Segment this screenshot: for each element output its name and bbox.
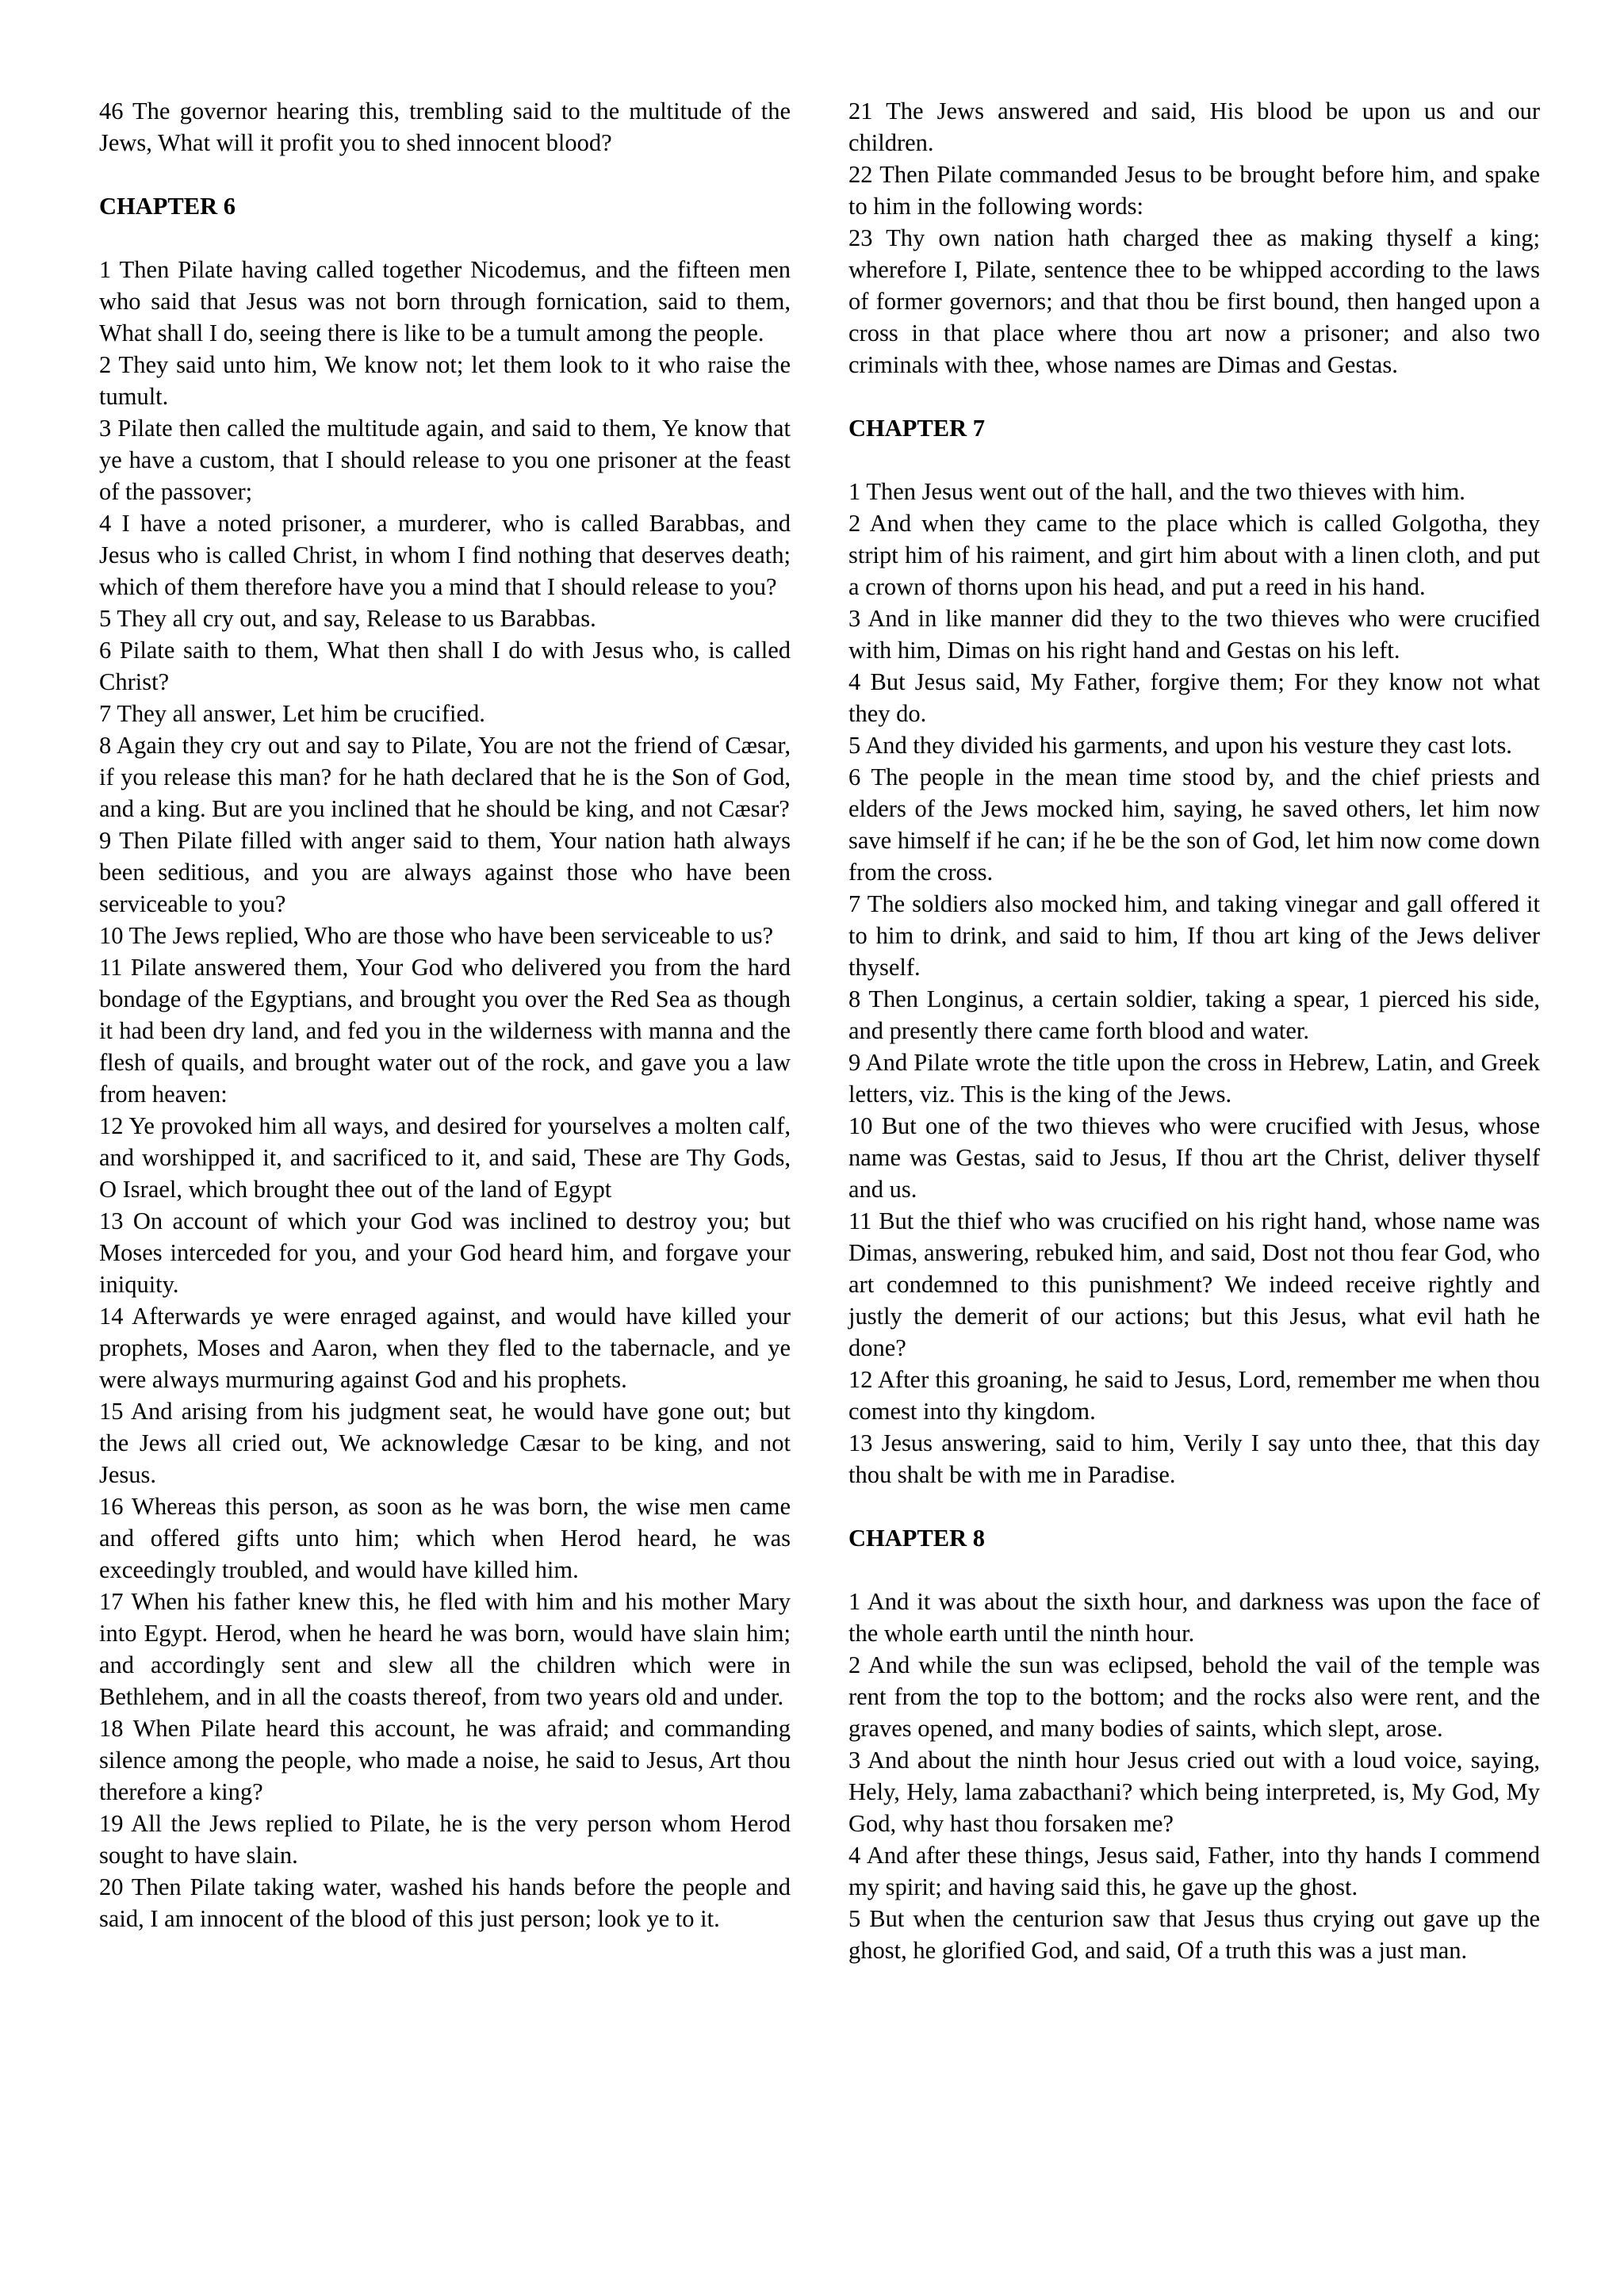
verse-paragraph: 13 Jesus answering, said to him, Verily I say unto thee, that this day thou shalt be with me in Paradise.: [848, 1429, 1540, 1488]
verse-paragraph: 46 The governor hearing this, trembling said to the multitude of the Jews, What will it profit you to shed innocent blood?: [99, 98, 791, 156]
verse-paragraph: 17 When his father knew this, he fled with him and his mother Mary into Egypt. Herod, when he heard he was born, would have slain him; and accordingly sent and slew all the children which were in Bethlehem, and in all the coasts thereof, from two years old and under.: [99, 1588, 791, 1710]
verse-paragraph: 9 Then Pilate filled with anger said to them, Your nation hath always been seditious, and you are always against those who have been serviceable to you?: [99, 827, 791, 917]
verse-paragraph: 3 Pilate then called the multitude again, and said to them, Ye know that ye have a custom, that I should release to you one prisoner at the feast of the passover;: [99, 415, 791, 505]
verse-paragraph: 10 But one of the two thieves who were crucified with Jesus, whose name was Gestas, said to Jesus, If thou art the Christ, deliver thyself and us.: [848, 1112, 1540, 1203]
verse-paragraph: 5 They all cry out, and say, Release to us Barabbas.: [99, 605, 596, 632]
verse-paragraph: 7 The soldiers also mocked him, and taking vinegar and gall offered it to him to drink, and said to him, If thou art king of the Jews deliver thyself.: [848, 890, 1540, 981]
verse-paragraph: 11 Pilate answered them, Your God who delivered you from the hard bondage of the Egyptians, and brought you over the Red Sea as though it had been dry land, and fed you in the wilderness with manna and the flesh of quails, and brought water out of the rock, and gave you a law from heaven:: [99, 954, 791, 1108]
left-column: [99, 95, 791, 1934]
verse-paragraph: 10 The Jews replied, Who are those who have been serviceable to us?: [99, 922, 774, 949]
verse-paragraph: 2 They said unto him, We know not; let them look to it who raise the tumult.: [99, 351, 791, 410]
verse-paragraph: 5 But when the centurion saw that Jesus thus crying out gave up the ghost, he glorified God, and said, Of a truth this was a just man.: [848, 1905, 1540, 1964]
verse-paragraph: 21 The Jews answered and said, His blood be upon us and our children.: [848, 98, 1540, 156]
verse-paragraph: 7 They all answer, Let him be crucified.: [99, 700, 485, 727]
verse-paragraph: 19 All the Jews replied to Pilate, he is the very person whom Herod sought to have slain.: [99, 1810, 791, 1869]
verse-paragraph: 13 On account of which your God was inclined to destroy you; but Moses interceded for you, and your God heard him, and forgave your iniquity.: [99, 1207, 791, 1298]
verse-paragraph: 3 And about the ninth hour Jesus cried out with a loud voice, saying, Hely, Hely, lama zabacthani? which being interpreted, is, My God, My God, why hast thou forsaken me?: [848, 1747, 1540, 1837]
right-column: [848, 95, 1540, 1966]
verse-paragraph: 4 And after these things, Jesus said, Father, into thy hands I commend my spirit; and having said this, he gave up the ghost.: [848, 1842, 1540, 1900]
chapter-heading: CHAPTER 8: [848, 1525, 985, 1552]
verse-paragraph: 12 Ye provoked him all ways, and desired for yourselves a molten calf, and worshipped it, and sacrificed to it, and said, These are Thy Gods, O Israel, which brought thee out of the land of Egypt: [99, 1112, 791, 1203]
verse-paragraph: 1 And it was about the sixth hour, and darkness was upon the face of the whole earth until the ninth hour.: [848, 1588, 1540, 1647]
verse-paragraph: 8 Then Longinus, a certain soldier, taking a spear, 1 pierced his side, and presently there came forth blood and water.: [848, 985, 1540, 1044]
chapter-heading: CHAPTER 7: [848, 415, 985, 442]
verse-paragraph: 14 Afterwards ye were enraged against, and would have killed your prophets, Moses and Aaron, when they fled to the tabernacle, and ye were always murmuring against God and his prophets.: [99, 1303, 791, 1393]
verse-paragraph: 2 And while the sun was eclipsed, behold the vail of the temple was rent from the top to the bottom; and the rocks also were rent, and the graves opened, and many bodies of saints, which slept, arose.: [848, 1651, 1540, 1742]
verse-paragraph: 2 And when they came to the place which is called Golgotha, they stript him of his raiment, and girt him about with a linen cloth, and put a crown of thorns upon his head, and put a reed in his hand.: [848, 510, 1540, 600]
verse-paragraph: 20 Then Pilate taking water, washed his hands before the people and said, I am innocent of the blood of this just person; look ye to it.: [99, 1873, 791, 1932]
verse-paragraph: 3 And in like manner did they to the two thieves who were crucified with him, Dimas on his right hand and Gestas on his left.: [848, 605, 1540, 664]
verse-paragraph: 5 And they divided his garments, and upon his vesture they cast lots.: [848, 732, 1512, 759]
verse-paragraph: 23 Thy own nation hath charged thee as making thyself a king; wherefore I, Pilate, sentence thee to be whipped according to the laws of former governors; and that thou be first bound, then hanged upon a cross in that place where thou art now a prisoner; and also two criminals with thee, whose names are Dimas and Gestas.: [848, 224, 1540, 378]
verse-paragraph: 4 But Jesus said, My Father, forgive them; For they know not what they do.: [848, 668, 1540, 727]
verse-paragraph: 9 And Pilate wrote the title upon the cross in Hebrew, Latin, and Greek letters, viz. This is the king of the Jews.: [848, 1049, 1540, 1108]
chapter-heading: CHAPTER 6: [99, 193, 236, 220]
verse-paragraph: 6 The people in the mean time stood by, and the chief priests and elders of the Jews mocked him, saying, he saved others, let him now save himself if he can; if he be the son of God, let him now come down from the cross.: [848, 763, 1540, 886]
verse-paragraph: 18 When Pilate heard this account, he was afraid; and commanding silence among the people, who made a noise, he said to Jesus, Art thou therefore a king?: [99, 1715, 791, 1805]
verse-paragraph: 16 Whereas this person, as soon as he was born, the wise men came and offered gifts unto him; which when Herod heard, he was exceedingly troubled, and would have killed him.: [99, 1493, 791, 1583]
verse-paragraph: 1 Then Jesus went out of the hall, and the two thieves with him.: [848, 478, 1465, 505]
verse-paragraph: 22 Then Pilate commanded Jesus to be brought before him, and spake to him in the following words:: [848, 161, 1540, 220]
verse-paragraph: 1 Then Pilate having called together Nicodemus, and the fifteen men who said that Jesus was not born through fornication, said to them, What shall I do, seeing there is like to be a tumult among the people.: [99, 256, 791, 346]
verse-paragraph: 15 And arising from his judgment seat, he would have gone out; but the Jews all cried out, We acknowledge Cæsar to be king, and not Jesus.: [99, 1398, 791, 1488]
verse-paragraph: 12 After this groaning, he said to Jesus, Lord, remember me when thou comest into thy kingdom.: [848, 1366, 1540, 1425]
verse-paragraph: 11 But the thief who was crucified on his right hand, whose name was Dimas, answering, rebuked him, and said, Dost not thou fear God, who art condemned to this punishment? We indeed receive rightly and justly the demerit of our actions; but this Jesus, what evil hath he done?: [848, 1207, 1540, 1361]
verse-paragraph: 6 Pilate saith to them, What then shall I do with Jesus who, is called Christ?: [99, 637, 791, 695]
verse-paragraph: 8 Again they cry out and say to Pilate, You are not the friend of Cæsar, if you release this man? for he hath declared that he is the Son of God, and a king. But are you inclined that he should be king, and not Cæsar?: [99, 732, 791, 822]
verse-paragraph: 4 I have a noted prisoner, a murderer, who is called Barabbas, and Jesus who is called Christ, in whom I find nothing that deserves death; which of them therefore have you a mind that I should release to you?: [99, 510, 791, 600]
